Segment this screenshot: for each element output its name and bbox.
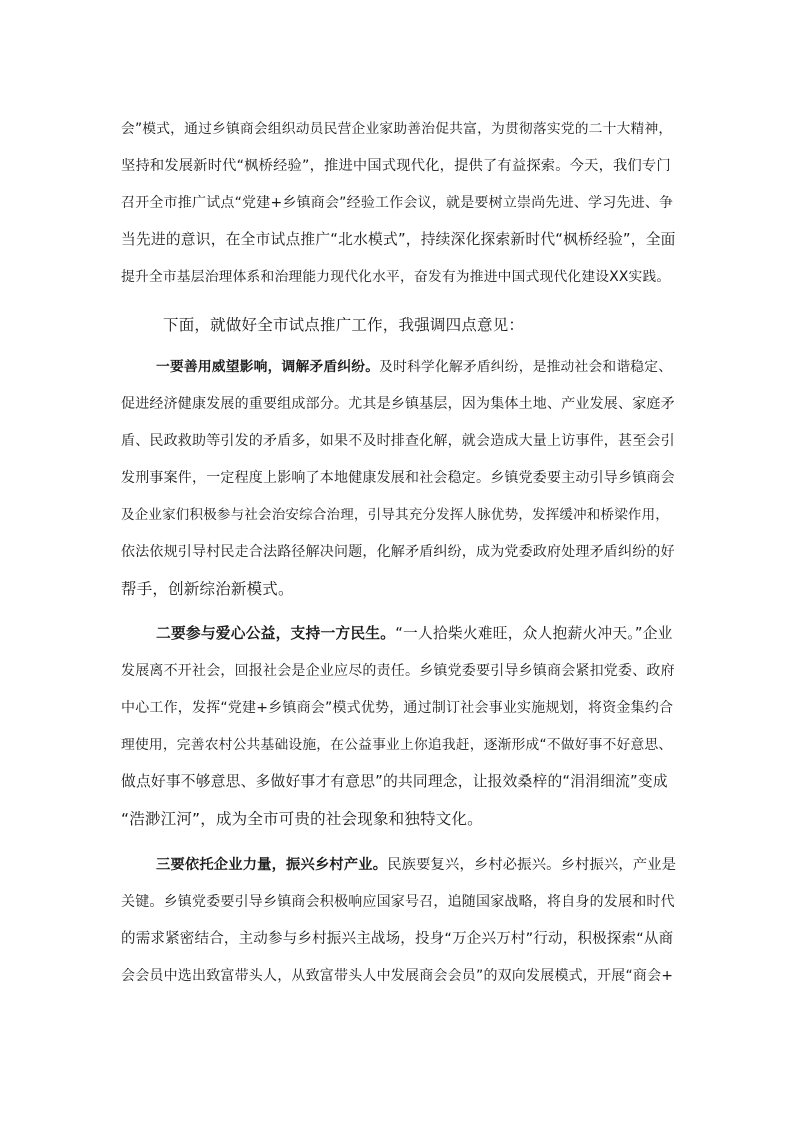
- paragraph-line: 依法依规引导村民走合法路径解决问题，化解矛盾纠纷，成为党委政府处理矛盾纠纷的好: [121, 544, 675, 560]
- paragraph-line: [156, 357, 672, 377]
- paragraph-line: 关键。乡镇党委要引导乡镇商会积极响应国家号召，追随国家战略，将自身的发展和时代: [121, 894, 675, 910]
- paragraph-line: 的需求紧密结合，主动参与乡村振兴主战场，投身“万企兴万村”行动，积极探索“从商: [121, 931, 674, 947]
- paragraph-line: 坚持和发展新时代“枫桥经验”，推进中国式现代化，提供了有益探索。今天，我们专门: [121, 158, 671, 174]
- paragraph-line: [156, 624, 673, 644]
- paragraph-line: 中心工作，发挥“党建+乡镇商会”模式优势，通过制订社会事业实施规划，将资金集约合: [121, 700, 674, 716]
- section-heading: 二要参与爱心公益，支持一方民生。: [156, 625, 396, 642]
- paragraph-line: 盾、民政救助等引发的矛盾多，如果不及时排查化解，就会造成大量上访事件，甚至会引: [121, 433, 675, 449]
- paragraph-line: 召开全市推广试点“党建+乡镇商会”经验工作会议，就是要树立崇尚先进、学习先进、争: [121, 195, 674, 211]
- paragraph-line: 会”模式，通过乡镇商会组织动员民营企业家助善治促共富，为贯彻落实党的二十大精神，: [121, 121, 673, 137]
- paragraph-line: 会会员中选出致富带头人，从致富带头人中发展商会会员”的双向发展模式，开展“商会+: [121, 968, 674, 984]
- paragraph-line: [156, 855, 676, 875]
- paragraph-line: 发展离不开社会，回报社会是企业应尽的责任。乡镇党委要引导乡镇商会紧扣党委、政府: [121, 663, 675, 679]
- paragraph-line: 及企业家们积极参与社会治安综合治理，引导其充分发挥人脉优势，发挥缓冲和桥梁作用，: [121, 507, 669, 523]
- paragraph-line: 促进经济健康发展的重要组成部分。尤其是乡镇基层，因为集体土地、产业发展、家庭矛: [121, 396, 675, 412]
- section-heading: 三要依托企业力量，振兴乡村产业。: [156, 857, 388, 873]
- paragraph-line: “浩渺江河”，成为全市可贵的社会现象和独特文化。: [121, 810, 483, 828]
- paragraph-line: 理使用，完善农村公共基础设施，在公益事业上你追我赶，逐渐形成“不做好事不好意思、: [121, 737, 673, 753]
- paragraph-text: 民族要复兴，乡村必振兴。乡村振兴，产业是: [387, 857, 677, 873]
- paragraph-line: 提升全市基层治理体系和治理能力现代化水平，奋发有为推进中国式现代化建设XX实践。: [121, 269, 671, 285]
- paragraph-line: 做点好事不够意思、多做好事才有意思”的共同理念，让报效桑梓的“涓涓细流”变成: [121, 773, 668, 790]
- paragraph-line: 发刑事案件，一定程度上影响了本地健康发展和社会稳定。乡镇党委要主动引导乡镇商会: [121, 470, 675, 486]
- section-heading: 一要善用威望影响，调解矛盾纠纷。: [156, 359, 380, 375]
- paragraph-text: “一人拾柴火难旺，众人抱薪火冲天。”企业: [395, 625, 673, 642]
- paragraph-text: 及时科学化解矛盾纠纷，是推动社会和谐稳定、: [379, 359, 673, 375]
- paragraph-line: 当先进的意识，在全市试点推广“北水模式”，持续深化探索新时代“枫桥经验”，全面: [121, 231, 676, 248]
- paragraph-line: 帮手，创新综治新模式。: [121, 580, 294, 598]
- paragraph-line: 下面，就做好全市试点推广工作，我强调四点意见：: [163, 316, 525, 334]
